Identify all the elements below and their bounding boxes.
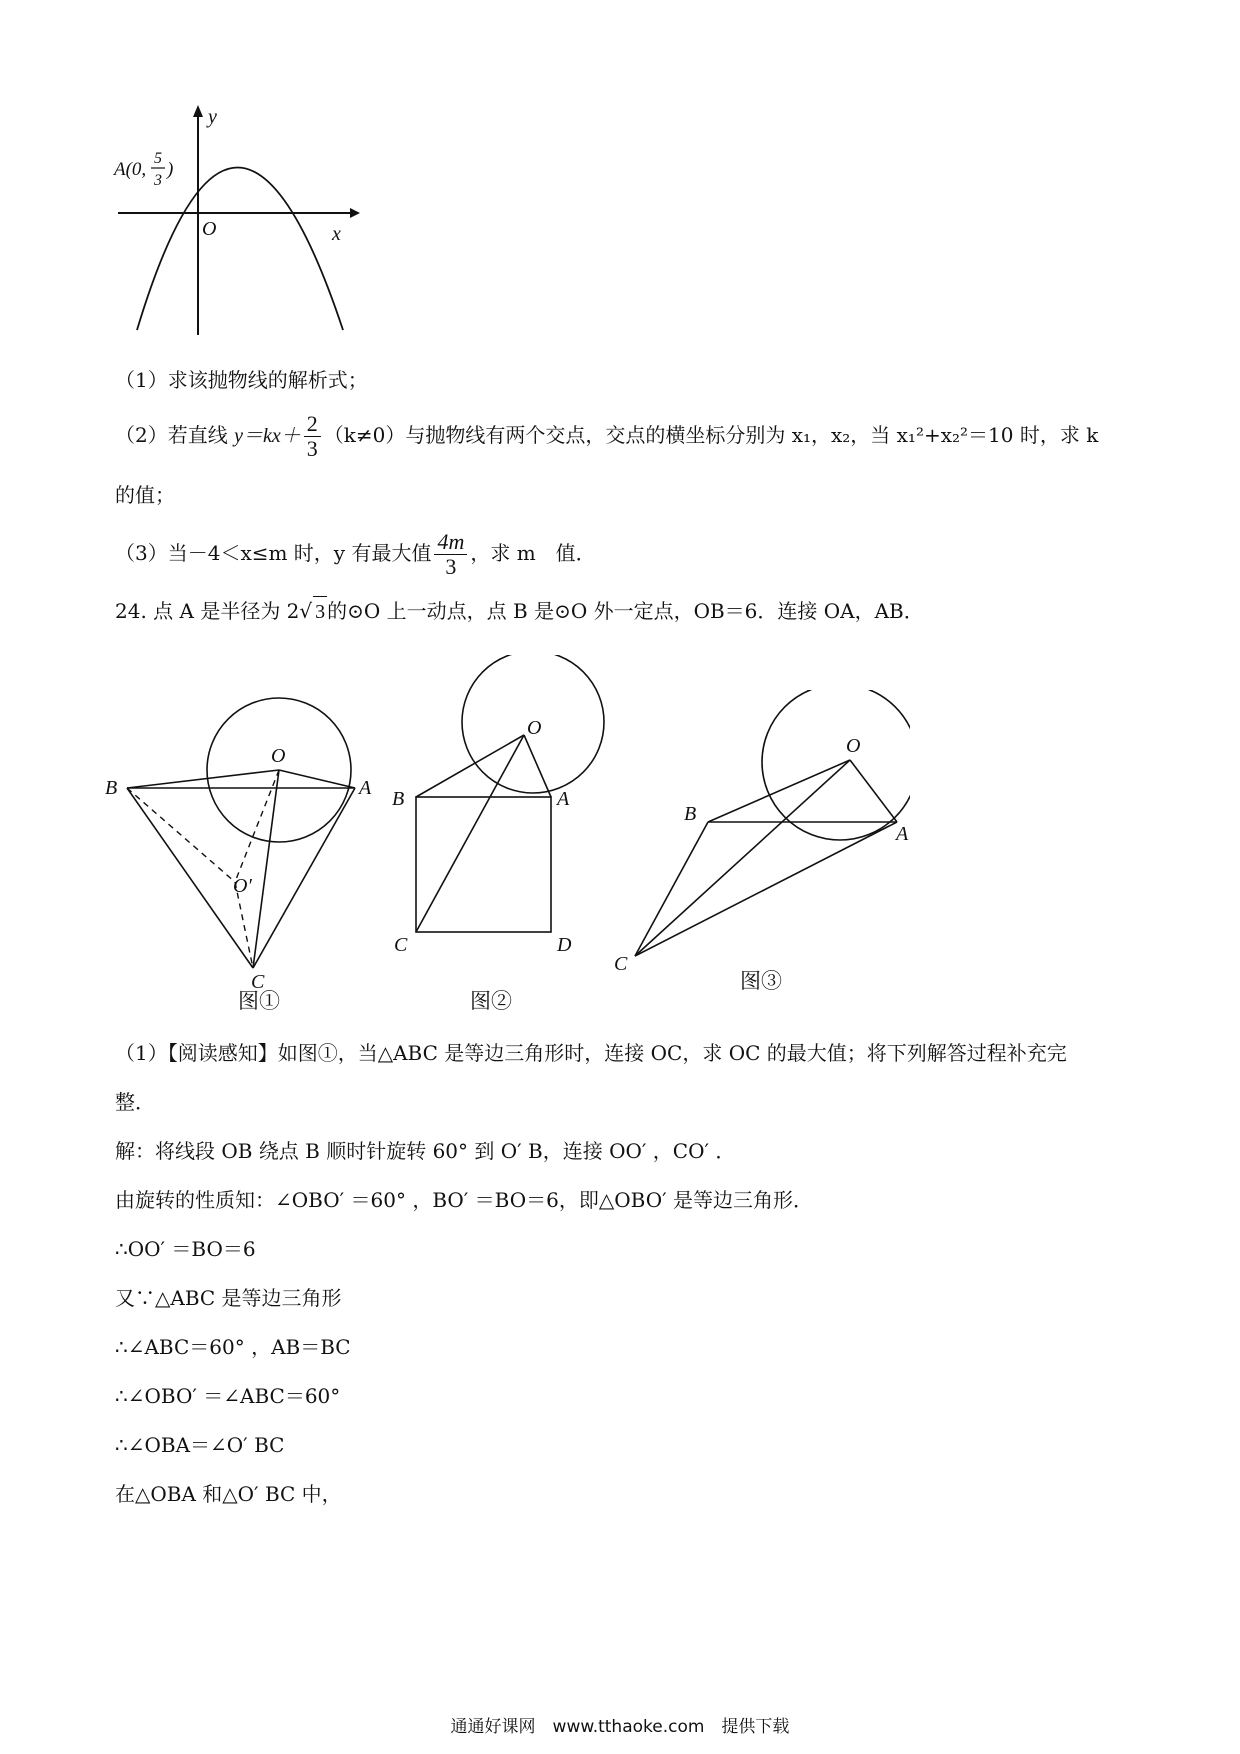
- segment-oa: [850, 760, 897, 822]
- q23-part3-fraction-num: 4m: [434, 530, 467, 555]
- figure-1: [105, 660, 395, 990]
- segment-bc: [635, 822, 708, 956]
- q24-stem: [115, 596, 924, 627]
- sqrt-icon: √: [299, 599, 313, 623]
- q23-part2-fraction-num: 2: [304, 412, 321, 437]
- q23-part1: （1）求该抛物线的解析式；: [115, 368, 368, 392]
- solution-line-1: （1）【阅读感知】如图①，当△ABC 是等边三角形时，连接 OC，求 OC 的最大值；将下列解答过程补充完: [115, 1041, 1067, 1065]
- q23-part3-rest: ，求 m 值．: [470, 541, 596, 565]
- q23-part2-fraction-den: 3: [306, 436, 318, 461]
- fig3-label-a: A: [896, 823, 909, 845]
- figure-2: [390, 655, 630, 975]
- solution-line-3: 解：将线段 OB 绕点 B 顺时针旋转 60° 到 O′ B，连接 OO′ ，CO′ ．: [115, 1139, 736, 1163]
- q23-part3-fraction-den: 3: [445, 554, 457, 579]
- fig2-caption: 图②: [470, 989, 512, 1013]
- q23-part2-equation: y＝kx＋: [234, 425, 301, 447]
- segment-bo: [708, 760, 850, 822]
- q23-part2-fraction: [304, 412, 321, 461]
- segment-oa: [279, 770, 355, 788]
- solution-line-7: ∴∠ABC＝60° ，AB＝BC: [115, 1335, 351, 1359]
- point-a-num: 5: [154, 150, 162, 167]
- segment-ac: [253, 788, 355, 968]
- segment-bo: [127, 770, 279, 788]
- fig2-label-o: O: [527, 717, 542, 739]
- origin-label: O: [202, 218, 217, 240]
- point-a-den: 3: [154, 172, 162, 189]
- parabola-curve: [137, 168, 343, 331]
- solution-line-6: 又∵△ABC 是等边三角形: [115, 1286, 342, 1310]
- fig1-caption: 图①: [238, 989, 280, 1013]
- x-axis-label: x: [332, 223, 341, 245]
- segment-ac: [635, 822, 897, 956]
- fig3-label-c: C: [614, 953, 628, 975]
- square-bacd: [416, 797, 551, 932]
- parabola-graph: [110, 105, 360, 345]
- solution-line-5: ∴OO′ ＝BO＝6: [115, 1237, 256, 1261]
- q24-stem-rest: 的⊙O 上一动点，点 B 是⊙O 外一定点，OB＝6．连接 OA，AB．: [327, 599, 924, 623]
- circle-o: [762, 690, 910, 840]
- q23-part2: [115, 412, 1098, 461]
- q23-part2-lead: （2）若直线: [115, 423, 235, 447]
- point-a-prefix: A(0,: [114, 159, 147, 180]
- solution-line-4: 由旋转的性质知：∠OBO′ ＝60° ，BO′ ＝BO＝6，即△OBO′ 是等边三角形．: [115, 1188, 814, 1212]
- q23-part3: [115, 530, 596, 579]
- segment-oc: [253, 770, 279, 968]
- fig3-label-o: O: [846, 735, 861, 757]
- solution-line-9: ∴∠OBA＝∠O′ BC: [115, 1433, 285, 1457]
- solution-line-2: 整．: [115, 1090, 155, 1114]
- point-a-suffix: ): [167, 159, 174, 180]
- segment-oc: [416, 735, 524, 932]
- footer-watermark: 通通好课网 www.tthaoke.com 提供下载: [450, 1717, 790, 1737]
- figure-3: [610, 690, 910, 980]
- fig1-label-o: O: [271, 745, 286, 767]
- q23-part2-cont: 的值；: [115, 483, 175, 507]
- q23-part3-fraction: [434, 530, 467, 579]
- fig2-label-c: C: [394, 934, 408, 956]
- q24-stem-sqrt: 3: [313, 596, 327, 627]
- y-axis-label: y: [208, 106, 217, 128]
- fig1-label-c: C: [251, 971, 265, 990]
- q23-part3-lead: （3）当－4＜x≤m 时，y 有最大值: [115, 541, 432, 565]
- segment-oa: [524, 735, 551, 797]
- fig1-label-b: B: [105, 777, 118, 799]
- solution-line-10: 在△OBA 和△O′ BC 中，: [115, 1482, 342, 1506]
- segment-oc: [635, 760, 850, 956]
- x-axis-arrow-icon: [350, 208, 360, 218]
- segment-bo-prime-dashed: [127, 788, 235, 882]
- solution-line-8: ∴∠OBO′ ＝∠ABC＝60°: [115, 1384, 341, 1408]
- fig1-label-o-prime: O′: [233, 875, 252, 897]
- fig2-label-b: B: [392, 788, 405, 810]
- fig3-label-b: B: [684, 803, 697, 825]
- q24-stem-lead: 24. 点 A 是半径为 2: [115, 599, 300, 623]
- fig2-label-a: A: [557, 788, 570, 810]
- fig3-caption: 图③: [740, 969, 782, 993]
- fig1-label-a: A: [359, 777, 372, 799]
- q23-part2-rest: （k≠0）与抛物线有两个交点，交点的横坐标分别为 x₁，x₂，当 x₁²+x₂²＝10 时，求 k: [323, 423, 1099, 447]
- y-axis-arrow-icon: [193, 105, 203, 117]
- fig2-label-d: D: [557, 934, 572, 956]
